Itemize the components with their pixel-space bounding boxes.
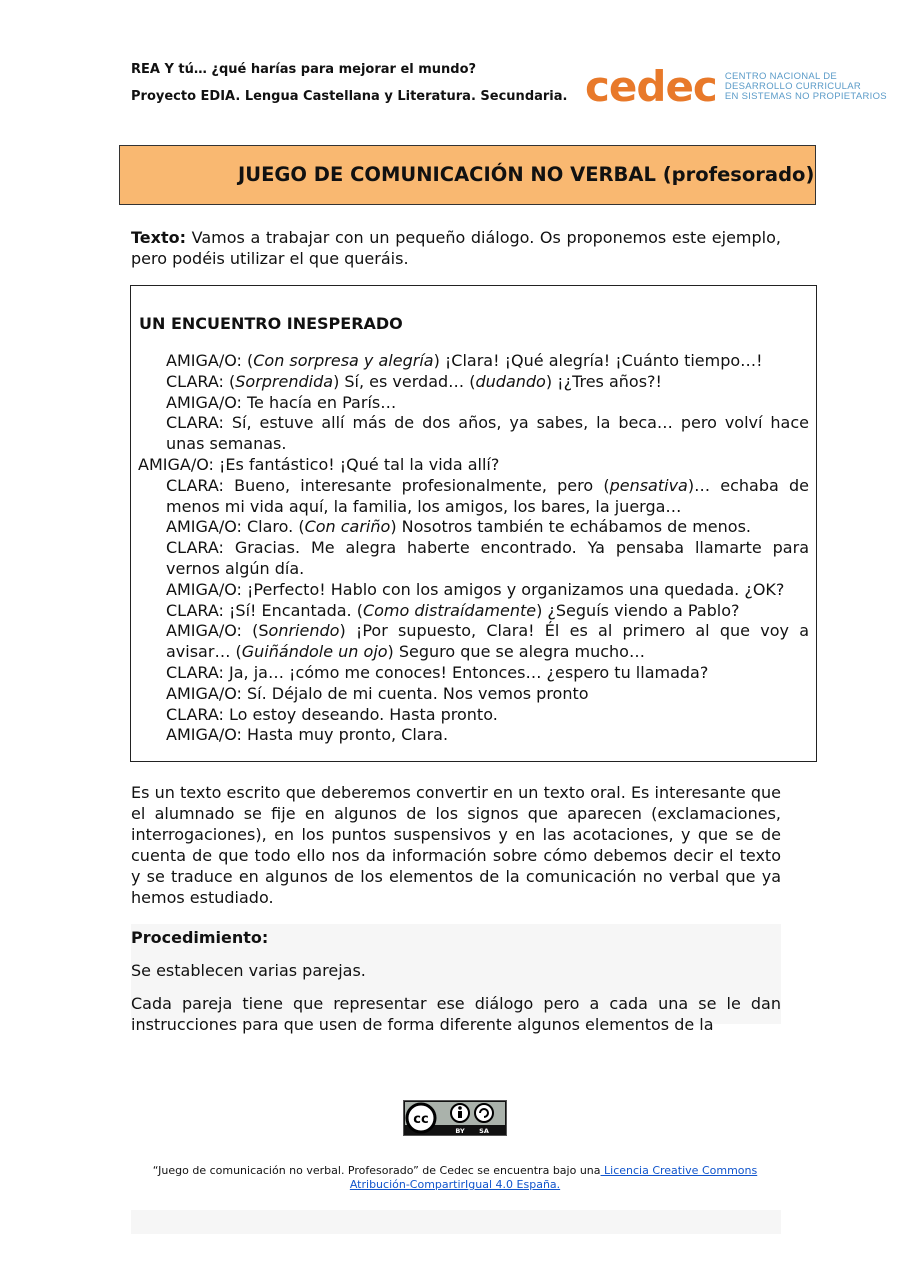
- dialogue-lines: [138, 351, 809, 746]
- license-footer: [140, 1164, 770, 1192]
- header-line-1: REA Y tú… ¿qué harías para mejorar el mundo?: [131, 62, 477, 77]
- dialogue-title: UN ENCUENTRO INESPERADO: [139, 314, 403, 333]
- dialogue-text: ) Seguro que se alegra mucho…: [387, 642, 645, 662]
- stage-direction: Con sorpresa y alegría: [253, 351, 434, 370]
- intro-text: Vamos a trabajar con un pequeño diálogo. Os proponemos este ejemplo, pero podéis utilizar el que queráis.: [131, 228, 781, 268]
- dialogue-line: [166, 372, 809, 393]
- dialogue-text: CLARA: Ja, ja… ¡cómo me conoces! Entonces… ¿espero tu llamada?: [166, 662, 709, 682]
- dialogue-text: CLARA: Lo estoy deseando. Hasta pronto.: [166, 704, 498, 724]
- procedure-paragraph-1: Se establecen varias parejas.: [131, 961, 366, 980]
- dialogue-text: AMIGA/O: ¡Perfecto! Hablo con los amigos y organizamos una quedada. ¿OK?: [166, 579, 785, 599]
- dialogue-line: [166, 725, 809, 746]
- cedec-logo: [585, 62, 887, 111]
- dialogue-text: CLARA: Bueno, interesante profesionalmente, pero (: [166, 475, 610, 495]
- intro-paragraph: [131, 227, 781, 269]
- license-link[interactable]: Licencia Creative Commons: [600, 1164, 758, 1177]
- by-label: BY: [455, 1127, 465, 1135]
- bottom-shaded-band: [131, 1210, 781, 1234]
- dialogue-text: AMIGA/O: Claro. (: [166, 517, 305, 537]
- stage-direction: Sorprendida: [235, 371, 334, 391]
- dialogue-line: [166, 663, 809, 684]
- cc-mark: cc: [413, 1112, 429, 1127]
- stage-direction: Con cariño: [304, 517, 391, 537]
- procedure-heading: Procedimiento:: [131, 928, 269, 947]
- dialogue-text: CLARA: Sí, estuve allí más de dos años, ya sabes, la beca… pero volví hace unas semanas.: [166, 413, 809, 454]
- logo-sub-line: DESARROLLO CURRICULAR: [724, 81, 861, 92]
- dialogue-text: ) ¡¿Tres años?!: [545, 371, 662, 391]
- procedure-paragraph-2: Cada pareja tiene que representar ese diálogo pero a cada una se le dan instrucciones para que usen de forma diferente algunos elementos de la: [131, 994, 781, 1034]
- logo-sub-line: EN SISTEMAS NO PROPIETARIOS: [724, 91, 887, 102]
- page-title: JUEGO DE COMUNICACIÓN NO VERBAL (profesorado): [238, 163, 815, 186]
- dialogue-line: [166, 538, 809, 580]
- dialogue-line: [166, 621, 809, 663]
- dialogue-line: [166, 351, 809, 372]
- title-banner: [119, 145, 816, 205]
- dialogue-text: CLARA: (: [166, 371, 236, 391]
- dialogue-line: [166, 517, 809, 538]
- sa-label: SA: [479, 1127, 489, 1135]
- logo-word: cedec: [585, 62, 717, 111]
- dialogue-line: [166, 413, 809, 455]
- dialogue-line: [138, 455, 809, 476]
- dialogue-text: AMIGA/O: Sí. Déjalo de mi cuenta. Nos vemos pronto: [166, 683, 589, 703]
- dialogue-text: AMIGA/O: (S: [166, 621, 269, 641]
- dialogue-text: AMIGA/O: ¡Es fantástico! ¡Qué tal la vida allí?: [138, 454, 500, 474]
- header-line-2: Proyecto EDIA. Lengua Castellana y Literatura. Secundaria.: [131, 89, 568, 104]
- stage-direction: onriendo: [268, 621, 340, 641]
- dialogue-line: [166, 601, 809, 622]
- footer-text: “Juego de comunicación no verbal. Profesorado” de Cedec se encuentra bajo una: [152, 1164, 601, 1177]
- dialogue-text: AMIGA/O: Te hacía en París…: [166, 392, 397, 412]
- dialogue-text: ) ¡Clara! ¡Qué alegría! ¡Cuánto tiempo…!: [433, 351, 763, 370]
- dialogue-line: [166, 393, 809, 414]
- dialogue-line: [166, 580, 809, 601]
- dialogue-text: )… echaba de menos mi vida aquí, la familia, los amigos, los bares, la juerga…: [166, 475, 809, 516]
- logo-sub-line: CENTRO NACIONAL DE: [724, 71, 838, 82]
- dialogue-text: ) ¡Por supuesto, Clara! Él es al primero al que voy a avisar… (: [166, 621, 809, 662]
- dialogue-text: CLARA: ¡Sí! Encantada. (: [166, 600, 363, 620]
- dialogue-box: [130, 285, 817, 762]
- stage-direction: dudando: [475, 371, 546, 391]
- dialogue-line: [166, 684, 809, 705]
- license-link[interactable]: Atribución-CompartirIgual 4.0 España.: [349, 1178, 561, 1191]
- dialogue-text: ) ¿Seguís viendo a Pablo?: [536, 600, 740, 620]
- logo-subtitle: [725, 72, 887, 102]
- stage-direction: Como distraídamente: [362, 600, 537, 620]
- dialogue-text: ) Sí, es verdad… (: [333, 371, 476, 391]
- sa-icon: [475, 1104, 493, 1122]
- stage-direction: pensativa: [609, 475, 688, 495]
- cc-by-sa-badge: [403, 1100, 507, 1136]
- dialogue-line: [166, 705, 809, 726]
- stage-direction: Guiñándole un ojo: [241, 642, 388, 662]
- explanation-paragraph: Es un texto escrito que deberemos convertir en un texto oral. Es interesante que el alumnado se fije en algunos de los signos que aparecen (exclamaciones, interrogaciones), en los puntos suspensivos y en las acotaciones, y que se de cuenta de que todo ello nos da información sobre cómo debemos decir el texto y se traduce en algunos de los elementos de la comunicación no verbal que ya hemos estudiado.: [131, 783, 781, 907]
- dialogue-text: AMIGA/O: Hasta muy pronto, Clara.: [166, 725, 449, 745]
- dialogue-line: [166, 476, 809, 518]
- dialogue-text: CLARA: Gracias. Me alegra haberte encontrado. Ya pensaba llamarte para vernos algún día.: [166, 538, 809, 578]
- intro-label: Texto:: [131, 228, 186, 247]
- dialogue-text: ) Nosotros también te echábamos de menos.: [390, 517, 751, 537]
- dialogue-text: AMIGA/O: (: [166, 351, 254, 370]
